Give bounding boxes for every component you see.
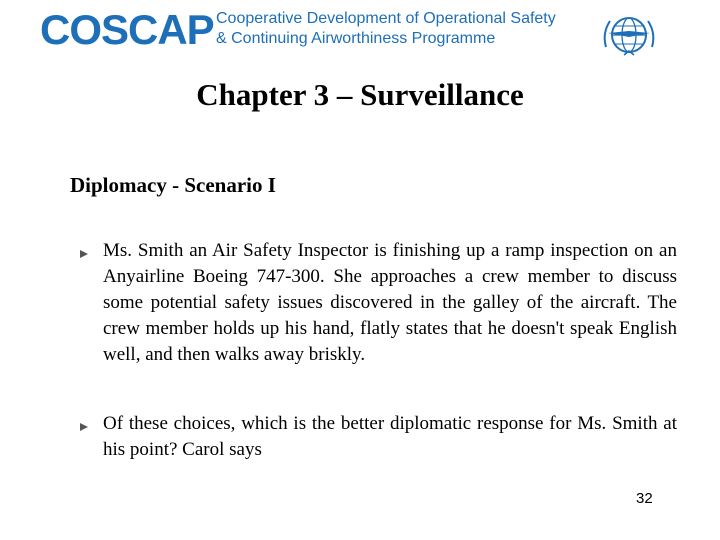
slide-title: Chapter 3 – Surveillance — [196, 77, 524, 112]
bullet-item: Ms. Smith an Air Safety Inspector is finishing up a ramp inspection on an Anyairline Boeing 747-300. She approaches a crew member to discuss some potential safety issues discovered in the galley of the aircraft. The crew member holds up his hand, flatly states that he doesn't speak English well, and then walks away briskly. — [103, 240, 677, 365]
tagline-line-1: Cooperative Development of Operational Safety — [216, 10, 556, 27]
page-number: 32 — [636, 490, 653, 507]
bullet-marker-icon — [80, 250, 88, 258]
header-banner — [0, 0, 720, 62]
programme-tagline — [216, 9, 556, 49]
bullet-item: Of these choices, which is the better diplomatic response for Ms. Smith at his point? Carol says — [103, 413, 677, 460]
scenario-heading: Diplomacy - Scenario I — [70, 173, 276, 197]
bullet-marker-icon — [80, 423, 88, 431]
tagline-line-2: & Continuing Airworthiness Programme — [216, 30, 496, 47]
coscap-logo-text: COSCAP — [40, 6, 214, 53]
icao-emblem-icon — [596, 3, 662, 63]
